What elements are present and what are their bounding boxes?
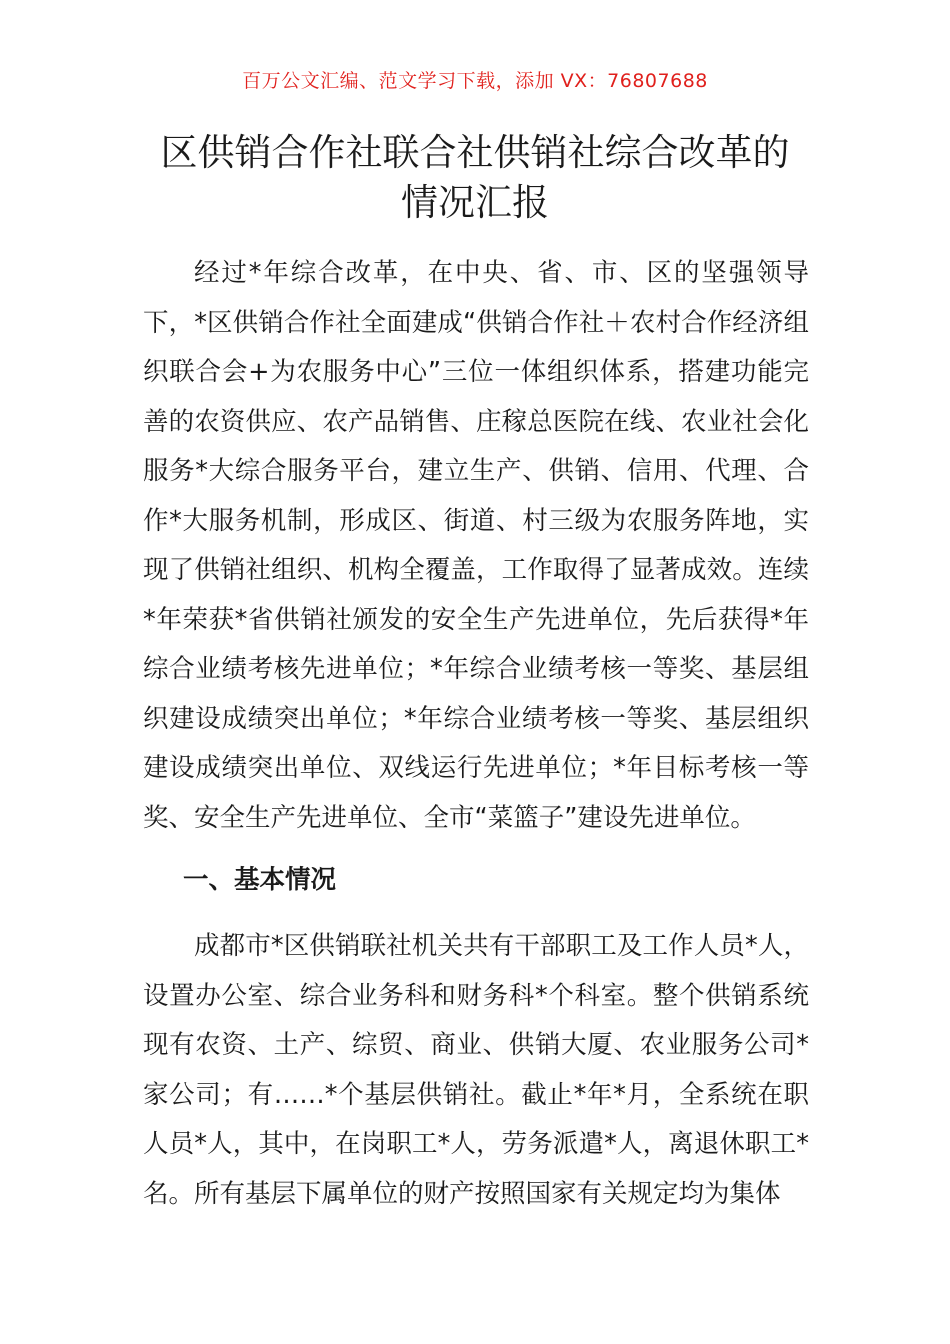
intro-paragraph: 经过*年综合改革，在中央、省、市、区的坚强领导下，*区供销合作社全面建成“供销合作社＋农村合作经济组织联合会+为农服务中心”三位一体组织体系，搭建功能完善的农资供应、农产品销售、庄稼总医院在线、农业社会化服务*大综合服务平台，建立生产、供销、信用、代理、合作*大服务机制，形成区、街道、村三级为农服务阵地，实现了供销社组织、机构全覆盖，工作取得了显著成效。连续*年荣获*省供销社颁发的安全生产先进单位，先后获得*年综合业绩考核先进单位；*年综合业绩考核一等奖、基层组织建设成绩突出单位；*年综合业绩考核一等奖、基层组织建设成绩突出单位、双线运行先进单位；*年目标考核一等奖、安全生产先进单位、全市“菜篮子”建设先进单位。 xyxy=(143,258,809,833)
basic-situation-paragraph: 成都市*区供销联社机关共有干部职工及工作人员*人，设置办公室、综合业务科和财务科*个科室。整个供销系统现有农资、土产、综贸、商业、供销大厦、农业服务公司*家公司；有……*个基层供销社。截止*年*月，全系统在职人员*人，其中，在岗职工*人，劳务派遣*人，离退休职工*名。所有基层下属单位的财产按照国家有关规定均为集体 xyxy=(143,931,809,1209)
header-watermark-note: 百万公文汇编、范文学习下载，添加 VX：76807688 xyxy=(242,70,708,92)
section-heading-basic-situation: 一、基本情况 xyxy=(183,865,337,895)
document-title: 区供销合作社联合社供销社综合改革的情况汇报 xyxy=(160,131,790,224)
